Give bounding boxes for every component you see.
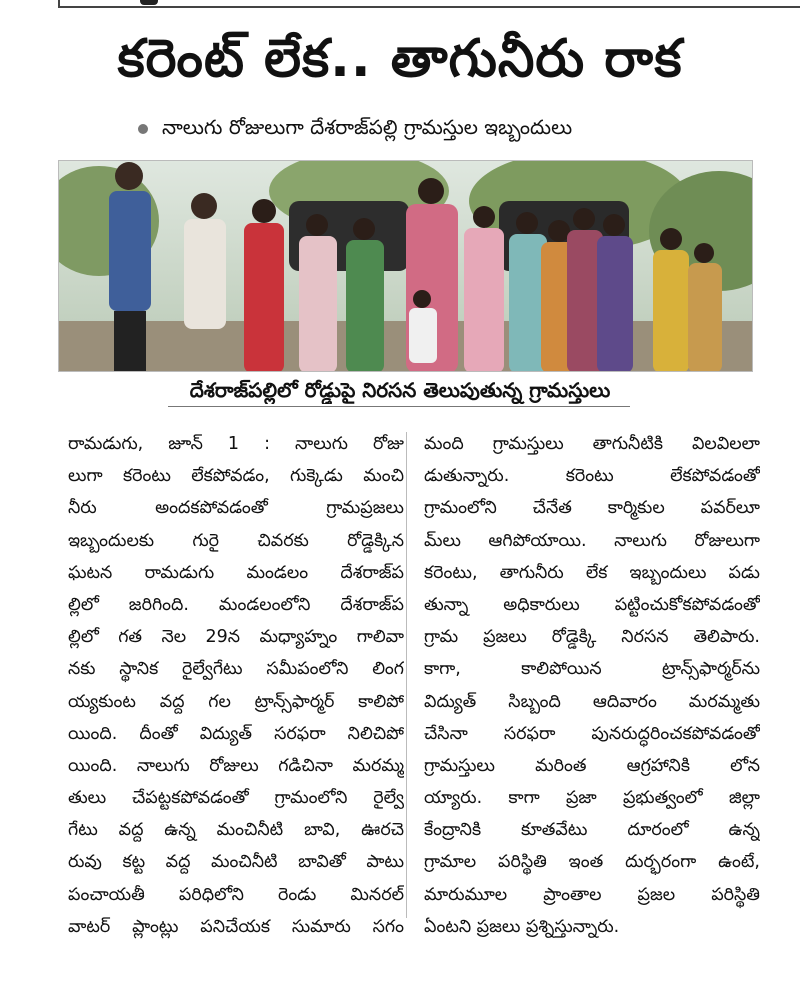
article-line: డుతున్నారు. కరెంటు లేకపోవడంతో: [424, 466, 760, 487]
article-line: నకు స్థానిక రైల్వేగేటు సమీపంలోని లింగ: [68, 659, 404, 680]
article-line: తులు చేపట్టకపోవడంతో గ్రామంలోని రైల్వే: [68, 788, 404, 809]
article-line: గ్రామంలోని చేనేత కార్మికుల పవర్‌లూ: [424, 498, 760, 519]
article-line: మారుమూల ప్రాంతాల ప్రజల పరిస్థితి: [424, 884, 760, 905]
article-line: కేంద్రానికి కూతవేటు దూరంలో ఉన్న: [424, 820, 760, 841]
article-line: విద్యుత్ సిబ్బంది ఆదివారం మరమ్మతు: [424, 691, 760, 712]
villagers-protest-photo: [59, 161, 753, 372]
article-line: గ్రామ ప్రజలు రోడ్డెక్కి నిరసన తెలిపారు.: [424, 627, 760, 648]
caption-underline: [168, 406, 630, 407]
subheadline-text: నాలుగు రోజులుగా దేశరాజ్‌పల్లి గ్రామస్తుల ఇబ్బందులు: [162, 114, 573, 139]
article-line: వాటర్ ప్లాంట్లు పనిచేయక సుమారు సగం: [68, 916, 404, 937]
article-line: య్యకుంట వద్ద గల ట్రాన్స్‌ఫార్మర్ కాలిపో: [68, 691, 404, 712]
article-line: గేటు వద్ద ఉన్న మంచినీటి బావి, ఊరచె: [68, 820, 404, 841]
article-line: ఘటన రామడుగు మండలం దేశరాజ్‌ప: [68, 562, 404, 583]
bullet-icon: [138, 124, 148, 134]
article-line: ల్లిలో జరిగింది. మండలంలోని దేశరాజ్‌ప: [68, 594, 404, 615]
article-line: యింది. దీంతో విద్యుత్ సరఫరా నిలిచిపో: [68, 723, 404, 744]
article-line: రువు కట్ట వద్ద మంచినీటి బావితో పాటు: [68, 852, 404, 873]
article-line: నీరు అందకపోవడంతో గ్రామప్రజలు: [68, 498, 404, 519]
article-line: గ్రామస్తులు మరింత ఆగ్రహానికి లోన: [424, 755, 760, 776]
top-border-mark: [140, 0, 158, 5]
article-line: చేసినా సరఫరా పునరుద్ధరించకపోవడంతో: [424, 723, 760, 744]
article-line: కరెంటు, తాగునీరు లేక ఇబ్బందులు పడు: [424, 562, 760, 583]
photo-caption: దేశరాజ్‌పల్లిలో రోడ్డుపై నిరసన తెలుపుతున్న గ్రామస్తులు: [189, 378, 611, 402]
column-divider: [406, 432, 407, 918]
article-line: మంది గ్రామస్తులు తాగునీటికి విలవిలలా: [424, 434, 760, 454]
top-border: [58, 0, 800, 8]
article-left-column: [68, 428, 404, 943]
article-line: పంచాయతీ పరిధిలోని రెండు మినరల్: [68, 884, 404, 905]
article-line: గ్రామాల పరిస్థితి ఇంత దుర్భరంగా ఉంటే,: [424, 852, 760, 873]
article-line: రామడుగు, జూన్ 1 : నాలుగు రోజు: [68, 434, 404, 454]
article-right-column: [424, 428, 760, 943]
article-line: ల్లిలో గత నెల 29న మధ్యాహ్నం గాలివా: [68, 627, 404, 648]
news-photo: [58, 160, 753, 372]
article-line: ఇబ్బందులకు గురై చివరకు రోడ్డెక్కిన: [68, 530, 404, 551]
article-line: యింది. నాలుగు రోజులు గడిచినా మరమ్మ: [68, 755, 404, 776]
article-line: మ్‌లు ఆగిపోయాయి. నాలుగు రోజులుగా: [424, 530, 760, 551]
article-line: య్యారు. కాగా ప్రజా ప్రభుత్వంలో జిల్లా: [424, 788, 760, 809]
article-line: లుగా కరెంటు లేకపోవడం, గుక్కెడు మంచి: [68, 466, 404, 487]
subheadline: [138, 113, 758, 145]
article-line: ఏంటని ప్రజలు ప్రశ్నిస్తున్నారు.: [424, 916, 620, 937]
headline: కరెంట్ లేక.. తాగునీరు రాక: [117, 29, 683, 89]
article-line: తున్నా అధికారులు పట్టించుకోకపోవడంతో: [424, 594, 760, 615]
article-line: కాగా, కాలిపోయిన ట్రాన్స్‌ఫార్మర్‌ను: [424, 659, 760, 680]
